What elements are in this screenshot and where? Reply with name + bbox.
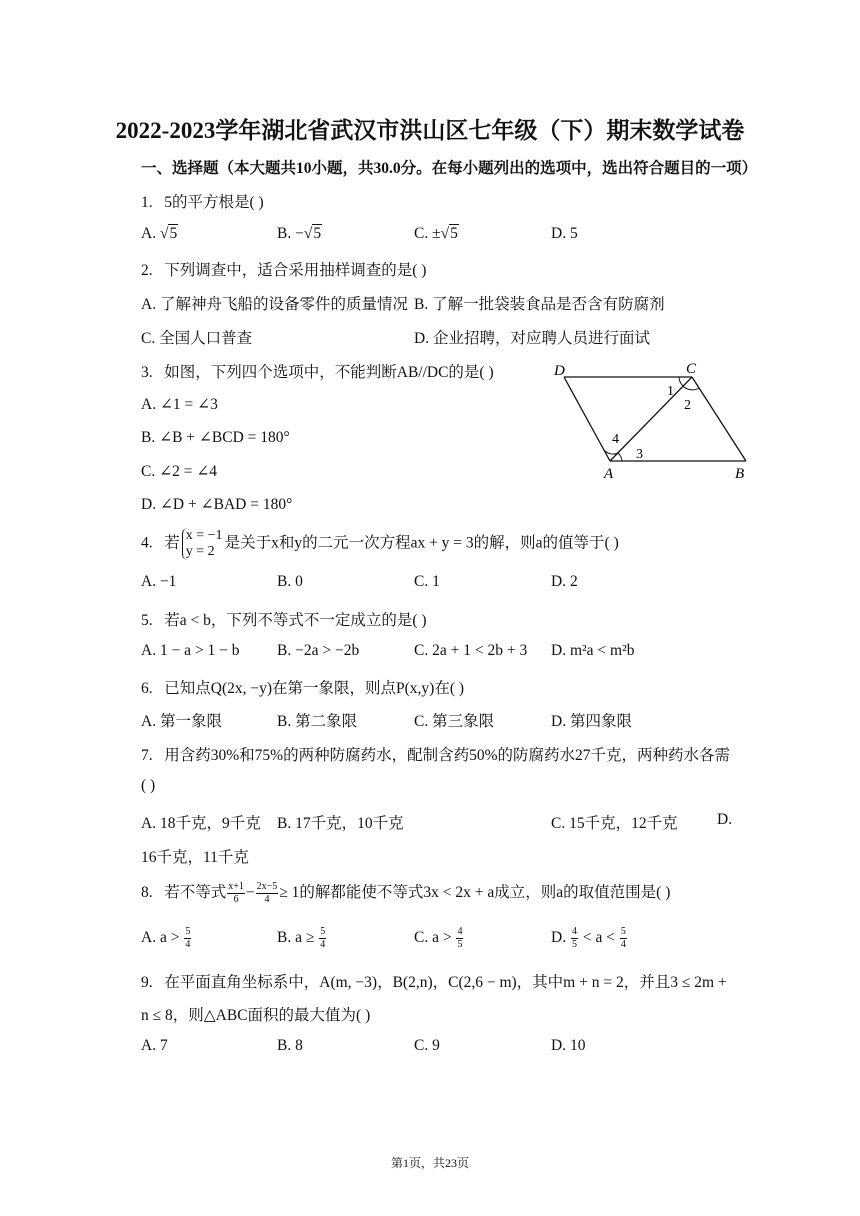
label-angle-4: 4 [612,432,619,447]
question-number: 9. [141,974,153,991]
parallelogram-figure [550,358,760,483]
option-d: D. 企业招聘，对应聘人员进行面试 [414,330,650,347]
option-d: D. ∠D + ∠BAD = 180° [141,496,293,513]
option-a: A. 第一象限 [141,713,222,730]
label-angle-3: 3 [636,447,643,462]
option-c: C. 全国人口普查 [141,330,253,347]
option-b: B. 0 [277,573,303,590]
option-a: A. 1 − a > 1 − b [141,642,240,659]
option-a: A. 了解神舟飞船的设备零件的质量情况 [141,296,408,313]
question-4: 4. 若 x = −1 y = 2 是关于x和y的二元一次方程ax + y = 3的解，则a的值等于( ) [141,528,619,559]
option-c: C. 9 [414,1037,440,1054]
option-d: D. m²a < m²b [551,642,635,659]
question-6 [141,676,464,698]
question-text: 如图，下列四个选项中，不能判断AB//DC的是( ) [164,364,494,381]
option-c: C. ±√5 [414,225,458,242]
option-a: A. √5 [141,225,178,242]
option-d: D. 10 [551,1037,586,1054]
question-text-continued: ( ) [141,777,156,794]
option-d: D. 第四象限 [551,713,632,730]
label-a: A [604,466,614,482]
question-number: 8. [141,884,153,901]
question-5 [141,608,427,630]
equation-system: x = −1 y = 2 [182,528,223,560]
question-text: 下列调查中，适合采用抽样调查的是( ) [164,262,427,279]
label-angle-1: 1 [667,384,674,399]
question-number: 6. [141,680,153,697]
option-d: D. [717,811,733,828]
question-number: 4. [141,534,153,552]
option-c: C. 1 [414,573,440,590]
option-b: B. −√5 [277,225,322,242]
question-number: 2. [141,262,153,279]
page-title: 2022-2023学年湖北省武汉市洪山区七年级（下）期末数学试卷 [115,118,745,143]
option-c: C. 第三象限 [414,713,495,730]
angle-2-arc [683,386,699,390]
option-c: C. ∠2 = ∠4 [141,463,218,480]
question-text: 是关于x和y的二元一次方程ax + y = 3的解，则a的值等于( ) [224,534,619,552]
question-text: 用含药30%和75%的两种防腐药水，配制含药50%的防腐药水27千克，两种药水各需 [164,747,730,764]
option-d: D. 5 [551,225,578,242]
option-a: A. a > $\frac{5}{4}$ [141,926,191,950]
question-7 [141,743,730,765]
question-text: 在平面直角坐标系中，A(m, −3)，B(2,n)，C(2,6 − m)，其中m + n = 2，并且3 ≤ 2m + [164,974,727,991]
question-text-continued: n ≤ 8，则△ABC面积的最大值为( ) [141,1007,371,1024]
fraction: $\frac{x+1}{6}$ [228,880,244,905]
question-3 [141,360,494,382]
segment-da [564,377,610,461]
question-text: ≥ 1的解都能使不等式3x < 2x + a成立，则a的取值范围是( ) [279,884,671,901]
label-c: C [686,361,697,377]
segment-cb [692,377,746,461]
section-heading: 一、选择题（本大题共10小题，共30.0分。在每小题列出的选项中，选出符合题目的一项） [141,160,758,177]
question-2 [141,258,426,280]
question-text: 已知点Q(2x, −y)在第一象限，则点P(x,y)在( ) [164,680,465,697]
angle-3-arc [618,453,622,461]
option-b: B. 8 [277,1037,303,1054]
question-9 [141,970,727,992]
option-a: A. ∠1 = ∠3 [141,396,218,413]
option-c: C. a > $\frac{4}{5}$ [414,926,463,950]
label-d: D [554,363,565,379]
option-b: B. 17千克，10千克 [277,815,404,832]
option-b: B. a ≥ $\frac{5}{4}$ [277,926,326,950]
question-number: 7. [141,747,153,764]
option-a: A. 7 [141,1037,168,1054]
option-b: B. ∠B + ∠BCD = 180° [141,429,290,446]
label-angle-2: 2 [684,398,691,413]
question-1 [141,190,264,212]
segment-ac [610,377,692,461]
question-text: 若a < b，下列不等式不一定成立的是( ) [164,612,427,629]
option-d: D. 2 [551,573,578,590]
question-8: 8. 若不等式 $\frac{x+1}{6}$ − $\frac{2x-5}{4}$ ≥ 1的解都能使不等式3x < 2x + a成立，则a的取值范围是( ) [141,880,671,905]
option-d: D. $\frac{4}{5}$ < a < $\frac{5}{4}$ [551,926,626,950]
option-b: B. −2a > −2b [277,642,360,659]
question-number: 1. [141,194,153,211]
option-c: C. 15千克，12千克 [551,815,678,832]
option-b: B. 第二象限 [277,713,358,730]
label-b: B [735,466,745,482]
question-text: 5的平方根是( ) [164,194,264,211]
option-a: A. −1 [141,573,177,590]
option-c: C. 2a + 1 < 2b + 3 [414,642,528,659]
option-a: A. 18千克，9千克 [141,815,261,832]
angle-1-arc [679,377,683,386]
question-number: 3. [141,364,153,381]
page-footer: 第1页，共23页 [390,1156,469,1170]
option-b: B. 了解一批袋装食品是否含有防腐剂 [414,296,665,313]
fraction: $\frac{2x-5}{4}$ [256,880,278,905]
question-number: 5. [141,612,153,629]
option-d-continued: 16千克，11千克 [141,849,249,866]
